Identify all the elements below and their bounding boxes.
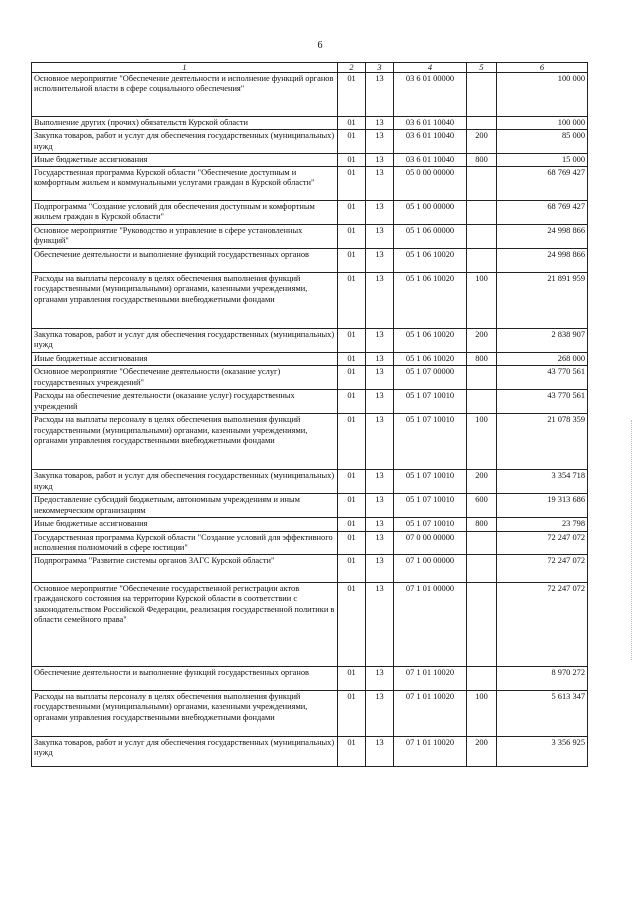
cell-rz: 01 [338,737,366,767]
table-row [32,366,588,390]
cell-rz: 01 [338,249,366,273]
scan-edge-marks [631,420,634,660]
cell-csr: 05 0 00 00000 [394,167,467,201]
cell-csr: 05 1 06 00000 [394,225,467,249]
cell-name: Закупка товаров, работ и услуг для обеспечения государственных (муниципальных) нужд [32,130,338,154]
cell-sum: 21 078 359 [497,414,588,470]
cell-rz: 01 [338,353,366,366]
cell-csr: 05 1 06 10020 [394,249,467,273]
cell-pr: 13 [366,117,394,130]
cell-rz: 01 [338,73,366,117]
cell-pr: 13 [366,414,394,470]
cell-pr: 13 [366,225,394,249]
table-row [32,273,588,329]
cell-sum: 23 798 [497,518,588,531]
cell-name: Иные бюджетные ассигнования [32,353,338,366]
table-row [32,353,588,366]
cell-csr: 05 1 07 00000 [394,366,467,390]
column-header: 4 [394,63,467,73]
cell-csr: 07 1 01 10020 [394,667,467,691]
cell-pr: 13 [366,470,394,494]
cell-vr: 100 [467,273,497,329]
cell-csr: 05 1 06 10020 [394,273,467,329]
cell-pr: 13 [366,273,394,329]
cell-rz: 01 [338,130,366,154]
cell-name: Закупка товаров, работ и услуг для обеспечения государственных (муниципальных) нужд [32,329,338,353]
table-row [32,153,588,166]
cell-vr [467,73,497,117]
cell-rz: 01 [338,414,366,470]
column-header: 6 [497,63,588,73]
cell-name: Закупка товаров, работ и услуг для обеспечения государственных (муниципальных) нужд [32,470,338,494]
cell-rz: 01 [338,153,366,166]
cell-csr: 05 1 07 10010 [394,494,467,518]
cell-pr: 13 [366,329,394,353]
cell-name: Основное мероприятие "Обеспечение деятельности и исполнение функций органов исполнительной власти в сфере социального обеспечения" [32,73,338,117]
cell-rz: 01 [338,470,366,494]
cell-sum: 8 970 272 [497,667,588,691]
cell-rz: 01 [338,167,366,201]
table-row [32,249,588,273]
cell-vr: 100 [467,691,497,737]
cell-sum: 68 769 427 [497,167,588,201]
cell-pr: 13 [366,366,394,390]
cell-rz: 01 [338,583,366,667]
cell-vr [467,583,497,667]
cell-vr: 100 [467,414,497,470]
cell-pr: 13 [366,667,394,691]
cell-csr: 03 6 01 00000 [394,73,467,117]
cell-vr: 800 [467,518,497,531]
cell-pr: 13 [366,390,394,414]
cell-sum: 100 000 [497,117,588,130]
table-row [32,494,588,518]
table-row [32,737,588,767]
cell-sum: 72 247 072 [497,555,588,583]
cell-rz: 01 [338,691,366,737]
cell-name: Государственная программа Курской области "Обеспечение доступным и комфортным жильем и коммунальными услугами граждан в Курской области" [32,167,338,201]
table-row [32,518,588,531]
cell-vr: 600 [467,494,497,518]
cell-sum: 24 998 866 [497,249,588,273]
table-row [32,225,588,249]
cell-pr: 13 [366,353,394,366]
cell-vr [467,390,497,414]
cell-name: Основное мероприятие "Обеспечение государственной регистрации актов гражданского состояния на территории Курской области в соответствии с законодательством Российской Федерации, реализация государственной политики в области семейного права" [32,583,338,667]
cell-vr [467,249,497,273]
cell-rz: 01 [338,390,366,414]
column-header: 5 [467,63,497,73]
cell-pr: 13 [366,737,394,767]
table-row [32,201,588,225]
column-header: 1 [32,63,338,73]
cell-vr: 200 [467,130,497,154]
cell-sum: 15 000 [497,153,588,166]
cell-csr: 07 1 00 00000 [394,555,467,583]
cell-pr: 13 [366,167,394,201]
table-row [32,414,588,470]
cell-vr [467,117,497,130]
table-row [32,555,588,583]
cell-csr: 05 1 06 10020 [394,353,467,366]
cell-sum: 268 000 [497,353,588,366]
cell-sum: 100 000 [497,73,588,117]
cell-name: Предоставление субсидий бюджетным, автономным учреждениям и иным некоммерческим организациям [32,494,338,518]
cell-vr: 200 [467,470,497,494]
table-row [32,130,588,154]
cell-rz: 01 [338,555,366,583]
table-row [32,667,588,691]
cell-pr: 13 [366,518,394,531]
cell-sum: 3 354 718 [497,470,588,494]
cell-sum: 68 769 427 [497,201,588,225]
cell-vr [467,201,497,225]
cell-vr: 200 [467,329,497,353]
table-body [32,73,588,767]
table-row [32,167,588,201]
cell-name: Расходы на выплаты персоналу в целях обеспечения выполнения функций государственными (муниципальными) органами, казенными учреждениями, органами управления государственными внебюджетными фондами [32,273,338,329]
cell-pr: 13 [366,583,394,667]
cell-vr: 200 [467,737,497,767]
cell-sum: 21 891 959 [497,273,588,329]
cell-vr [467,366,497,390]
cell-sum: 3 356 925 [497,737,588,767]
cell-rz: 01 [338,201,366,225]
cell-name: Выполнение других (прочих) обязательств Курской области [32,117,338,130]
cell-name: Обеспечение деятельности и выполнение функций государственных органов [32,249,338,273]
cell-rz: 01 [338,329,366,353]
budget-table [31,62,588,767]
cell-name: Расходы на выплаты персоналу в целях обеспечения выполнения функций государственными (муниципальными) органами, казенными учреждениями, органами управления государственными внебюджетными фондами [32,414,338,470]
cell-name: Расходы на выплаты персоналу в целях обеспечения выполнения функций государственными (муниципальными) органами, казенными учреждениями, органами управления государственными внебюджетными фондами [32,691,338,737]
cell-name: Иные бюджетные ассигнования [32,518,338,531]
table-row [32,73,588,117]
cell-name: Расходы на обеспечение деятельности (оказание услуг) государственных учреждений [32,390,338,414]
cell-csr: 07 1 01 10020 [394,691,467,737]
cell-csr: 05 1 07 10010 [394,518,467,531]
cell-vr [467,555,497,583]
table-row [32,117,588,130]
cell-csr: 05 1 00 00000 [394,201,467,225]
cell-pr: 13 [366,130,394,154]
cell-rz: 01 [338,366,366,390]
cell-rz: 01 [338,225,366,249]
cell-rz: 01 [338,117,366,130]
cell-name: Государственная программа Курской области "Создание условий для эффективного исполнения полномочий в сфере юстиции" [32,531,338,555]
cell-rz: 01 [338,494,366,518]
cell-name: Подпрограмма "Развитие системы органов ЗАГС Курской области" [32,555,338,583]
cell-pr: 13 [366,249,394,273]
cell-vr: 800 [467,153,497,166]
cell-csr: 05 1 06 10020 [394,329,467,353]
cell-name: Основное мероприятие "Обеспечение деятельности (оказание услуг) государственных учреждений" [32,366,338,390]
cell-pr: 13 [366,201,394,225]
cell-csr: 03 6 01 10040 [394,153,467,166]
cell-name: Закупка товаров, работ и услуг для обеспечения государственных (муниципальных) нужд [32,737,338,767]
cell-pr: 13 [366,494,394,518]
cell-pr: 13 [366,691,394,737]
cell-name: Основное мероприятие "Руководство и управление в сфере установленных функций" [32,225,338,249]
cell-vr [467,667,497,691]
cell-csr: 07 1 01 00000 [394,583,467,667]
cell-name: Обеспечение деятельности и выполнение функций государственных органов [32,667,338,691]
table-row [32,390,588,414]
cell-sum: 5 613 347 [497,691,588,737]
column-header: 2 [338,63,366,73]
cell-pr: 13 [366,153,394,166]
cell-sum: 19 313 686 [497,494,588,518]
cell-csr: 07 1 01 10020 [394,737,467,767]
table-row [32,583,588,667]
cell-name: Подпрограмма "Создание условий для обеспечения доступным и комфортным жильем граждан в Курской области" [32,201,338,225]
cell-sum: 43 770 561 [497,366,588,390]
cell-csr: 05 1 07 10010 [394,414,467,470]
cell-vr [467,225,497,249]
cell-csr: 03 6 01 10040 [394,117,467,130]
cell-sum: 43 770 561 [497,390,588,414]
cell-rz: 01 [338,518,366,531]
cell-vr [467,531,497,555]
table-row [32,329,588,353]
cell-name: Иные бюджетные ассигнования [32,153,338,166]
cell-sum: 85 000 [497,130,588,154]
cell-pr: 13 [366,531,394,555]
cell-rz: 01 [338,273,366,329]
cell-csr: 03 6 01 10040 [394,130,467,154]
table-row [32,470,588,494]
cell-sum: 72 247 072 [497,531,588,555]
cell-csr: 05 1 07 10010 [394,470,467,494]
cell-csr: 07 0 00 00000 [394,531,467,555]
cell-rz: 01 [338,667,366,691]
cell-csr: 05 1 07 10010 [394,390,467,414]
column-header: 3 [366,63,394,73]
cell-sum: 24 998 866 [497,225,588,249]
cell-vr [467,167,497,201]
table-row [32,531,588,555]
cell-sum: 72 247 072 [497,583,588,667]
header-row [32,63,588,73]
cell-pr: 13 [366,73,394,117]
cell-pr: 13 [366,555,394,583]
page-number: 6 [317,40,323,51]
cell-vr: 800 [467,353,497,366]
cell-sum: 2 838 907 [497,329,588,353]
cell-rz: 01 [338,531,366,555]
table-row [32,691,588,737]
